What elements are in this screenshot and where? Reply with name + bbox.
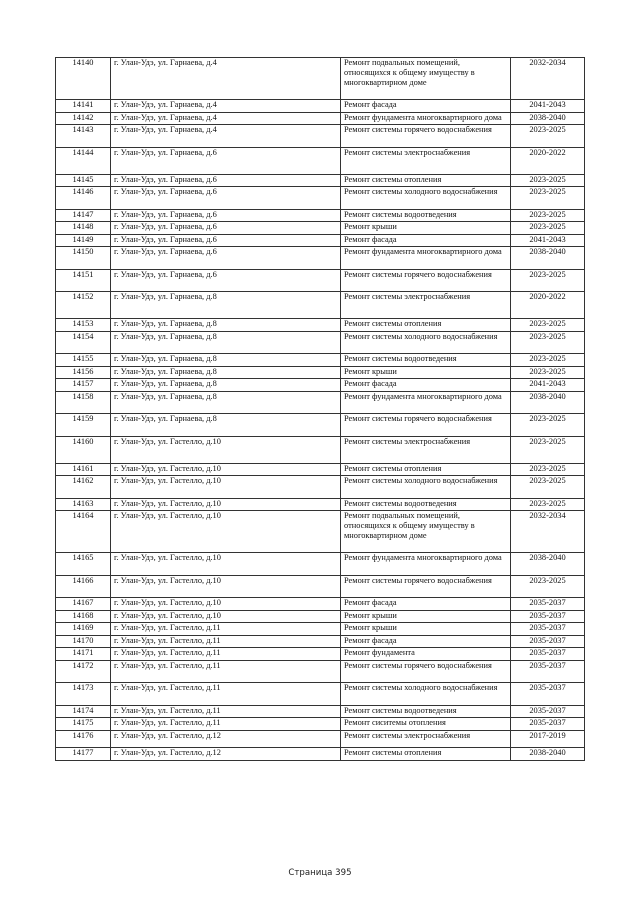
cell-address: г. Улан-Удэ, ул. Гарнаева, д.8 bbox=[111, 379, 341, 392]
table-row bbox=[56, 174, 585, 187]
cell-number: 14153 bbox=[56, 319, 111, 332]
cell-period: 2041-2043 bbox=[511, 234, 585, 247]
table-row bbox=[56, 112, 585, 125]
cell-number: 14174 bbox=[56, 705, 111, 718]
table-row bbox=[56, 222, 585, 235]
cell-work-type: Ремонт системы электроснабжения bbox=[341, 730, 511, 748]
cell-address: г. Улан-Удэ, ул. Гарнаева, д.6 bbox=[111, 247, 341, 270]
cell-period: 2023-2025 bbox=[511, 414, 585, 437]
cell-address: г. Улан-Удэ, ул. Гарнаева, д.6 bbox=[111, 174, 341, 187]
cell-number: 14172 bbox=[56, 660, 111, 683]
cell-number: 14150 bbox=[56, 247, 111, 270]
cell-work-type: Ремонт сиситемы отопления bbox=[341, 718, 511, 731]
cell-number: 14144 bbox=[56, 147, 111, 174]
cell-work-type: Ремонт системы холодного водоснабжения bbox=[341, 683, 511, 706]
cell-period: 2023-2025 bbox=[511, 463, 585, 476]
cell-number: 14173 bbox=[56, 683, 111, 706]
cell-work-type: Ремонт фасада bbox=[341, 598, 511, 611]
cell-number: 14166 bbox=[56, 575, 111, 598]
cell-address: г. Улан-Удэ, ул. Гастелло, д.10 bbox=[111, 575, 341, 598]
table-row bbox=[56, 354, 585, 367]
works-table-body bbox=[56, 58, 585, 761]
cell-period: 2035-2037 bbox=[511, 648, 585, 661]
table-row bbox=[56, 331, 585, 354]
cell-number: 14161 bbox=[56, 463, 111, 476]
cell-address: г. Улан-Удэ, ул. Гастелло, д.11 bbox=[111, 635, 341, 648]
cell-period: 2038-2040 bbox=[511, 112, 585, 125]
cell-number: 14145 bbox=[56, 174, 111, 187]
table-row bbox=[56, 234, 585, 247]
cell-period: 2035-2037 bbox=[511, 623, 585, 636]
cell-work-type: Ремонт системы электроснабжения bbox=[341, 147, 511, 174]
cell-period: 2023-2025 bbox=[511, 366, 585, 379]
cell-work-type: Ремонт крыши bbox=[341, 222, 511, 235]
cell-work-type: Ремонт крыши bbox=[341, 366, 511, 379]
cell-period: 2020-2022 bbox=[511, 147, 585, 174]
cell-number: 14148 bbox=[56, 222, 111, 235]
cell-work-type: Ремонт системы горячего водоснабжения bbox=[341, 575, 511, 598]
cell-address: г. Улан-Удэ, ул. Гастелло, д.10 bbox=[111, 498, 341, 511]
table-row bbox=[56, 391, 585, 414]
cell-address: г. Улан-Удэ, ул. Гастелло, д.10 bbox=[111, 476, 341, 499]
cell-period: 2023-2025 bbox=[511, 436, 585, 463]
cell-number: 14154 bbox=[56, 331, 111, 354]
table-row bbox=[56, 648, 585, 661]
cell-address: г. Улан-Удэ, ул. Гастелло, д.10 bbox=[111, 511, 341, 553]
cell-address: г. Улан-Удэ, ул. Гастелло, д.10 bbox=[111, 610, 341, 623]
cell-number: 14142 bbox=[56, 112, 111, 125]
table-row bbox=[56, 58, 585, 100]
cell-address: г. Улан-Удэ, ул. Гастелло, д.10 bbox=[111, 436, 341, 463]
cell-period: 2038-2040 bbox=[511, 553, 585, 576]
cell-address: г. Улан-Удэ, ул. Гарнаева, д.6 bbox=[111, 234, 341, 247]
page-number: Страница 395 bbox=[288, 868, 352, 878]
cell-period: 2035-2037 bbox=[511, 610, 585, 623]
cell-number: 14162 bbox=[56, 476, 111, 499]
cell-period: 2023-2025 bbox=[511, 498, 585, 511]
cell-period: 2041-2043 bbox=[511, 379, 585, 392]
works-table bbox=[55, 57, 585, 761]
cell-period: 2023-2025 bbox=[511, 575, 585, 598]
cell-address: г. Улан-Удэ, ул. Гастелло, д.10 bbox=[111, 463, 341, 476]
cell-address: г. Улан-Удэ, ул. Гастелло, д.10 bbox=[111, 598, 341, 611]
cell-number: 14146 bbox=[56, 187, 111, 210]
cell-period: 2023-2025 bbox=[511, 187, 585, 210]
cell-period: 2035-2037 bbox=[511, 598, 585, 611]
cell-address: г. Улан-Удэ, ул. Гарнаева, д.8 bbox=[111, 391, 341, 414]
cell-number: 14143 bbox=[56, 125, 111, 148]
cell-address: г. Улан-Удэ, ул. Гарнаева, д.4 bbox=[111, 58, 341, 100]
cell-work-type: Ремонт фасада bbox=[341, 100, 511, 113]
cell-number: 14164 bbox=[56, 511, 111, 553]
cell-address: г. Улан-Удэ, ул. Гарнаева, д.6 bbox=[111, 187, 341, 210]
table-row bbox=[56, 511, 585, 553]
cell-number: 14171 bbox=[56, 648, 111, 661]
cell-number: 14156 bbox=[56, 366, 111, 379]
cell-work-type: Ремонт системы водоотведения bbox=[341, 209, 511, 222]
cell-period: 2017-2019 bbox=[511, 730, 585, 748]
table-row bbox=[56, 100, 585, 113]
cell-period: 2038-2040 bbox=[511, 247, 585, 270]
cell-work-type: Ремонт системы холодного водоснабжения bbox=[341, 187, 511, 210]
table-row bbox=[56, 292, 585, 319]
table-row bbox=[56, 748, 585, 761]
cell-work-type: Ремонт системы водоотведения bbox=[341, 705, 511, 718]
cell-period: 2023-2025 bbox=[511, 174, 585, 187]
cell-work-type: Ремонт системы электроснабжения bbox=[341, 436, 511, 463]
cell-period: 2032-2034 bbox=[511, 511, 585, 553]
cell-work-type: Ремонт системы водоотведения bbox=[341, 498, 511, 511]
cell-address: г. Улан-Удэ, ул. Гастелло, д.11 bbox=[111, 660, 341, 683]
cell-work-type: Ремонт системы холодного водоснабжения bbox=[341, 476, 511, 499]
cell-address: г. Улан-Удэ, ул. Гарнаева, д.4 bbox=[111, 112, 341, 125]
cell-number: 14152 bbox=[56, 292, 111, 319]
cell-address: г. Улан-Удэ, ул. Гарнаева, д.4 bbox=[111, 125, 341, 148]
cell-number: 14163 bbox=[56, 498, 111, 511]
cell-number: 14169 bbox=[56, 623, 111, 636]
cell-work-type: Ремонт фундамента многоквартирного дома bbox=[341, 553, 511, 576]
cell-work-type: Ремонт фундамента многоквартирного дома bbox=[341, 391, 511, 414]
cell-address: г. Улан-Удэ, ул. Гарнаева, д.6 bbox=[111, 222, 341, 235]
table-row bbox=[56, 147, 585, 174]
cell-work-type: Ремонт фундамента многоквартирного дома bbox=[341, 247, 511, 270]
table-row bbox=[56, 247, 585, 270]
table-row bbox=[56, 319, 585, 332]
table-row bbox=[56, 463, 585, 476]
cell-work-type: Ремонт системы горячего водоснабжения bbox=[341, 660, 511, 683]
table-row bbox=[56, 623, 585, 636]
cell-period: 2035-2037 bbox=[511, 718, 585, 731]
cell-work-type: Ремонт подвальных помещений, относящихся к общему имуществу в многоквартирном доме bbox=[341, 511, 511, 553]
cell-number: 14168 bbox=[56, 610, 111, 623]
cell-work-type: Ремонт системы отопления bbox=[341, 174, 511, 187]
cell-address: г. Улан-Удэ, ул. Гарнаева, д.8 bbox=[111, 354, 341, 367]
table-row bbox=[56, 683, 585, 706]
cell-number: 14159 bbox=[56, 414, 111, 437]
cell-number: 14157 bbox=[56, 379, 111, 392]
table-row bbox=[56, 660, 585, 683]
cell-period: 2023-2025 bbox=[511, 269, 585, 292]
cell-work-type: Ремонт фасада bbox=[341, 379, 511, 392]
cell-number: 14140 bbox=[56, 58, 111, 100]
table-row bbox=[56, 379, 585, 392]
cell-number: 14160 bbox=[56, 436, 111, 463]
cell-period: 2023-2025 bbox=[511, 331, 585, 354]
cell-work-type: Ремонт фасада bbox=[341, 635, 511, 648]
cell-work-type: Ремонт системы холодного водоснабжения bbox=[341, 331, 511, 354]
cell-number: 14167 bbox=[56, 598, 111, 611]
table-row bbox=[56, 598, 585, 611]
cell-number: 14170 bbox=[56, 635, 111, 648]
cell-address: г. Улан-Удэ, ул. Гастелло, д.11 bbox=[111, 718, 341, 731]
table-row bbox=[56, 575, 585, 598]
cell-address: г. Улан-Удэ, ул. Гарнаева, д.6 bbox=[111, 209, 341, 222]
cell-period: 2041-2043 bbox=[511, 100, 585, 113]
cell-period: 2038-2040 bbox=[511, 391, 585, 414]
cell-work-type: Ремонт фасада bbox=[341, 234, 511, 247]
cell-address: г. Улан-Удэ, ул. Гарнаева, д.8 bbox=[111, 414, 341, 437]
cell-period: 2032-2034 bbox=[511, 58, 585, 100]
cell-period: 2035-2037 bbox=[511, 683, 585, 706]
table-row bbox=[56, 718, 585, 731]
table-row bbox=[56, 269, 585, 292]
cell-address: г. Улан-Удэ, ул. Гастелло, д.11 bbox=[111, 705, 341, 718]
cell-period: 2035-2037 bbox=[511, 705, 585, 718]
cell-number: 14165 bbox=[56, 553, 111, 576]
cell-address: г. Улан-Удэ, ул. Гастелло, д.11 bbox=[111, 683, 341, 706]
cell-work-type: Ремонт подвальных помещений, относящихся к общему имуществу в многоквартирном доме bbox=[341, 58, 511, 100]
table-row bbox=[56, 187, 585, 210]
table-row bbox=[56, 414, 585, 437]
cell-work-type: Ремонт фундамента многоквартирного дома bbox=[341, 112, 511, 125]
table-row bbox=[56, 125, 585, 148]
cell-work-type: Ремонт системы отопления bbox=[341, 463, 511, 476]
table-row bbox=[56, 610, 585, 623]
cell-period: 2035-2037 bbox=[511, 660, 585, 683]
cell-period: 2023-2025 bbox=[511, 125, 585, 148]
cell-number: 14155 bbox=[56, 354, 111, 367]
cell-work-type: Ремонт системы отопления bbox=[341, 748, 511, 761]
table-row bbox=[56, 730, 585, 748]
cell-period: 2038-2040 bbox=[511, 748, 585, 761]
cell-number: 14175 bbox=[56, 718, 111, 731]
cell-address: г. Улан-Удэ, ул. Гарнаева, д.8 bbox=[111, 319, 341, 332]
table-row bbox=[56, 705, 585, 718]
cell-period: 2035-2037 bbox=[511, 635, 585, 648]
cell-address: г. Улан-Удэ, ул. Гарнаева, д.4 bbox=[111, 100, 341, 113]
cell-period: 2023-2025 bbox=[511, 222, 585, 235]
cell-period: 2020-2022 bbox=[511, 292, 585, 319]
cell-work-type: Ремонт системы водоотведения bbox=[341, 354, 511, 367]
cell-address: г. Улан-Удэ, ул. Гарнаева, д.8 bbox=[111, 366, 341, 379]
cell-number: 14158 bbox=[56, 391, 111, 414]
cell-work-type: Ремонт системы горячего водоснабжения bbox=[341, 269, 511, 292]
cell-address: г. Улан-Удэ, ул. Гастелло, д.11 bbox=[111, 623, 341, 636]
cell-number: 14176 bbox=[56, 730, 111, 748]
cell-work-type: Ремонт системы горячего водоснабжения bbox=[341, 125, 511, 148]
cell-number: 14147 bbox=[56, 209, 111, 222]
cell-number: 14151 bbox=[56, 269, 111, 292]
table-row bbox=[56, 366, 585, 379]
cell-address: г. Улан-Удэ, ул. Гастелло, д.10 bbox=[111, 553, 341, 576]
cell-number: 14149 bbox=[56, 234, 111, 247]
table-row bbox=[56, 209, 585, 222]
cell-address: г. Улан-Удэ, ул. Гарнаева, д.6 bbox=[111, 269, 341, 292]
cell-address: г. Улан-Удэ, ул. Гастелло, д.12 bbox=[111, 748, 341, 761]
cell-address: г. Улан-Удэ, ул. Гастелло, д.12 bbox=[111, 730, 341, 748]
table-row bbox=[56, 635, 585, 648]
cell-address: г. Улан-Удэ, ул. Гарнаева, д.8 bbox=[111, 292, 341, 319]
cell-work-type: Ремонт системы электроснабжения bbox=[341, 292, 511, 319]
cell-address: г. Улан-Удэ, ул. Гарнаева, д.8 bbox=[111, 331, 341, 354]
cell-address: г. Улан-Удэ, ул. Гарнаева, д.6 bbox=[111, 147, 341, 174]
cell-work-type: Ремонт системы отопления bbox=[341, 319, 511, 332]
cell-work-type: Ремонт крыши bbox=[341, 623, 511, 636]
cell-period: 2023-2025 bbox=[511, 209, 585, 222]
cell-period: 2023-2025 bbox=[511, 319, 585, 332]
cell-work-type: Ремонт системы горячего водоснабжения bbox=[341, 414, 511, 437]
table-row bbox=[56, 476, 585, 499]
cell-period: 2023-2025 bbox=[511, 476, 585, 499]
table-row bbox=[56, 436, 585, 463]
table-row bbox=[56, 553, 585, 576]
cell-address: г. Улан-Удэ, ул. Гастелло, д.11 bbox=[111, 648, 341, 661]
cell-work-type: Ремонт крыши bbox=[341, 610, 511, 623]
cell-work-type: Ремонт фундамента bbox=[341, 648, 511, 661]
cell-number: 14177 bbox=[56, 748, 111, 761]
table-row bbox=[56, 498, 585, 511]
cell-number: 14141 bbox=[56, 100, 111, 113]
cell-period: 2023-2025 bbox=[511, 354, 585, 367]
